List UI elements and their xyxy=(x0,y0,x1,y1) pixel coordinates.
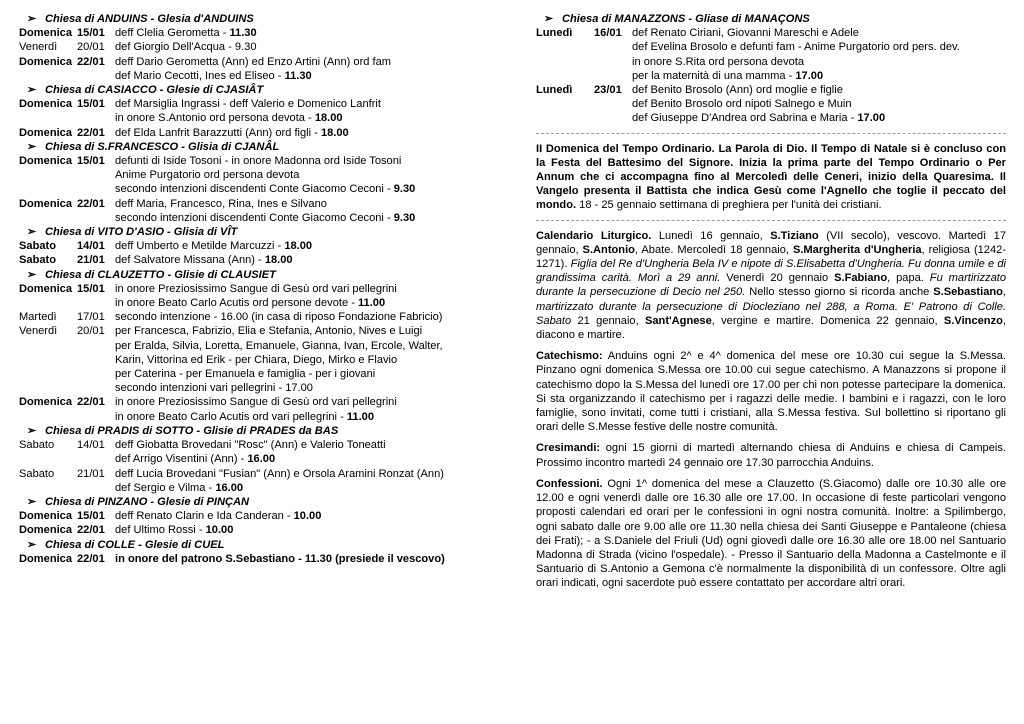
entry-day: Domenica xyxy=(19,155,73,168)
mass-entry xyxy=(19,69,489,83)
entry-day xyxy=(19,367,77,381)
arrow-right-icon: ➢ xyxy=(27,538,37,551)
church-name: Chiesa di CASIACCO - Glesie di CJASIÂT xyxy=(45,84,264,97)
mass-entry xyxy=(19,523,489,537)
entry-text: deff Clelia Gerometta - 11.30 xyxy=(115,27,257,40)
entry-date: 21/01 xyxy=(77,467,105,480)
mass-entry xyxy=(19,410,489,424)
entry-day: Sabato xyxy=(19,439,55,452)
church-name: Chiesa di CLAUZETTO - Glisie di CLAUSIET xyxy=(45,268,276,281)
arrow-right-icon: ➢ xyxy=(27,13,37,25)
entry-day xyxy=(536,97,594,111)
mass-entry xyxy=(19,381,489,395)
mass-entry xyxy=(536,97,1006,111)
entry-day xyxy=(19,381,77,395)
mass-entry xyxy=(19,239,489,253)
entry-date: 17/01 xyxy=(77,311,105,324)
arrow-right-icon: ➢ xyxy=(27,140,37,153)
entry-text: per Eralda, Silvia, Loretta, Emanuele, Gianna, Ivan, Ercole, Walter, xyxy=(115,339,443,352)
church-heading xyxy=(19,140,489,154)
entry-day: Sabato xyxy=(19,467,55,480)
catechismo-paragraph: Catechismo: Anduins ogni 2^ e 4^ domenica del mese ore 10.30 cui segue la S.Messa. Pinzano ogni domenica S.Messa ore 10.00 cui segue catechismo. A Manazzons si propone il catechismo dopo la S.Messa del lunedì ore 17.00 per chi non potesse partecipare la domenica. Si sta organizzando il catechismo per i ragazzi delle medie. I bambini e i ragazzi, con le loro famiglie, sono invitati, come tutti i cristiani, alla S.Messa festiva. Sul bollettino si riportano gli orari delle S.Messe festive delle nostre comunità. xyxy=(536,350,1006,434)
mass-entry xyxy=(536,111,1006,125)
entry-date xyxy=(77,452,115,466)
entry-text: def Renato Ciriani, Giovanni Mareschi e Adele xyxy=(632,27,859,40)
entry-text: per la maternità di una mamma - 17.00 xyxy=(632,69,824,82)
calendario-paragraph: Calendario Liturgico. Lunedì 16 gennaio, S.Tiziano (VII secolo), vescovo. Martedì 17 gennaio, S.Antonio, Abate. Mercoledì 18 gennaio, S.Margherita d'Ungheria, religiosa (1242-1271). Figlia del Re d'Ungheria Bela IV e nipote di S.Elisabetta d'Ungheria. Fu donna umile e di grandissima carità. Morì a 29 anni. Venerdì 20 gennaio S.Fabiano, papa. Fu martirizzato durante la persecuzione di Decio nel 250. Nello stesso giorno si ricorda anche S.Sebastiano, martirizzato durante la persecuzione di Diocleziano nel 288, a Roma. E' Patrono di Colle. Sabato 21 gennaio, Sant'Agnese, vergine e martire. Domenica 22 gennaio, S.Vincenzo, diacono e martire. xyxy=(536,229,1007,342)
entry-day: Domenica xyxy=(19,396,73,409)
entry-text: in onore Beato Carlo Acutis ord persone devote - 11.00 xyxy=(115,297,386,310)
entry-date: 15/01 xyxy=(77,98,105,111)
entry-text: def Mario Cecotti, Ines ed Eliseo - 11.30 xyxy=(115,69,312,82)
intro-paragraph: II Domenica del Tempo Ordinario. La Parola di Dio. Il Tempo di Natale si è concluso con la Festa del Battesimo del Signore. Inizia la prima parte del Tempo Ordinario o Per Annum che ci accompagna fino al Mercoledì delle Ceneri, inizio della Quaresima. Il Vangelo presenta il Battista che indica Gesù come l'Agnello che toglie il peccato del mondo. 18 - 25 gennaio settimana di preghiera per l'unità dei cristiani. xyxy=(536,142,1006,212)
entry-date xyxy=(77,410,115,424)
church-name: Chiesa di S.FRANCESCO - Glisia di CJANÂL xyxy=(45,140,280,153)
entry-text: deff Renato Clarin e Ida Canderan - 10.00 xyxy=(115,510,322,523)
entry-day xyxy=(19,69,77,83)
mass-entry xyxy=(19,55,489,69)
entry-date xyxy=(77,211,115,225)
entry-date: 22/01 xyxy=(77,55,105,68)
church-heading: ➢ Chiesa di MANAZZONS - Gliase di MANAÇONS xyxy=(544,13,810,25)
entry-date: 23/01 xyxy=(594,84,622,97)
dashed-divider xyxy=(536,133,1006,134)
mass-entry xyxy=(19,126,489,140)
arrow-right-icon: ➢ xyxy=(27,84,37,97)
church-section xyxy=(19,140,489,225)
entry-day: Domenica xyxy=(19,197,73,210)
church-section xyxy=(19,83,489,140)
entry-text: in onore Preziosissimo Sangue di Gesù ord vari pellegrini xyxy=(115,282,397,295)
entry-date: 16/01 xyxy=(594,27,622,40)
entry-day xyxy=(19,296,77,310)
entry-date: 20/01 xyxy=(77,325,105,338)
entry-date: 15/01 xyxy=(77,27,105,40)
arrow-right-icon: ➢ xyxy=(27,495,37,508)
entry-text: def Giorgio Dell'Acqua - 9.30 xyxy=(115,41,257,54)
mass-entry xyxy=(19,26,489,40)
entry-day xyxy=(19,339,77,353)
church-name: Chiesa di VITO D'ASIO - Glisia di VÎT xyxy=(45,226,238,239)
church-section xyxy=(19,495,489,538)
mass-entry xyxy=(19,197,489,211)
mass-entry xyxy=(19,168,489,182)
entry-day: Domenica xyxy=(19,524,73,537)
entry-day xyxy=(19,353,77,367)
arrow-right-icon: ➢ xyxy=(27,268,37,281)
entry-date: 15/01 xyxy=(77,282,105,295)
mass-entry xyxy=(19,324,489,338)
church-name: Chiesa di PINZANO - Glesie di PINÇAN xyxy=(45,495,250,508)
mass-entry xyxy=(536,55,1006,69)
entry-date: 22/01 xyxy=(77,396,105,409)
entry-date xyxy=(77,168,115,182)
entry-day: Domenica xyxy=(19,98,73,111)
arrow-right-icon: ➢ xyxy=(27,226,37,239)
entry-date xyxy=(594,97,632,111)
mass-entry xyxy=(536,26,1006,40)
mass-entry xyxy=(19,395,489,409)
entry-day: Sabato xyxy=(19,240,56,253)
mass-entry xyxy=(19,481,489,495)
entry-day xyxy=(19,168,77,182)
entry-text: defunti di Iside Tosoni - in onore Madonna ord Iside Tosoni xyxy=(115,155,402,168)
mass-entry xyxy=(19,339,489,353)
right-column xyxy=(536,12,1006,598)
entry-date xyxy=(594,111,632,125)
entry-text: def Evelina Brosolo e defunti fam - Anime Purgatorio ord pers. dev. xyxy=(632,41,960,54)
entry-day: Domenica xyxy=(19,552,73,565)
church-heading xyxy=(19,495,489,509)
entry-date xyxy=(77,353,115,367)
entry-text: def Ultimo Rossi - 10.00 xyxy=(115,524,234,537)
entry-text: in onore S.Antonio ord persona devota - 18.00 xyxy=(115,112,343,125)
entry-text: def Giuseppe D'Andrea ord Sabrina e Maria - 17.00 xyxy=(632,112,886,125)
entry-date: 14/01 xyxy=(77,240,105,253)
church-section xyxy=(19,538,489,566)
mass-entry xyxy=(19,296,489,310)
entry-day xyxy=(19,111,77,125)
manazzons-section xyxy=(536,12,1006,126)
mass-entry xyxy=(19,310,489,324)
entry-date xyxy=(594,40,632,54)
entry-text: in onore Beato Carlo Acutis ord vari pellegrini - 11.00 xyxy=(115,410,375,423)
mass-entry xyxy=(19,253,489,267)
entry-text: def Benito Brosolo (Ann) ord moglie e figlie xyxy=(632,84,843,97)
entry-date xyxy=(77,182,115,196)
entry-date xyxy=(77,339,115,353)
entry-text: secondo intenzioni discendenti Conte Giacomo Ceconi - 9.30 xyxy=(115,183,416,196)
entry-date xyxy=(77,367,115,381)
entry-date: 22/01 xyxy=(77,197,105,210)
entry-text: deff Dario Gerometta (Ann) ed Enzo Artini (Ann) ord fam xyxy=(115,55,392,68)
entry-text: secondo intenzioni discendenti Conte Giacomo Ceconi - 9.30 xyxy=(115,211,416,224)
mass-entry xyxy=(19,452,489,466)
entry-text: def Arrigo Visentini (Ann) - 16.00 xyxy=(115,453,276,466)
entry-day xyxy=(19,452,77,466)
entry-date: 20/01 xyxy=(77,41,105,54)
entry-text: deff Umberto e Metilde Marcuzzi - 18.00 xyxy=(115,240,313,253)
mass-entry xyxy=(19,211,489,225)
church-heading xyxy=(19,12,489,26)
church-section xyxy=(19,268,489,424)
entry-date: 15/01 xyxy=(77,155,105,168)
mass-entry xyxy=(19,552,489,566)
entry-date: 22/01 xyxy=(77,552,105,565)
mass-entry xyxy=(19,111,489,125)
mass-entry xyxy=(19,467,489,481)
mass-entry xyxy=(19,353,489,367)
church-heading xyxy=(19,538,489,552)
entry-date: 21/01 xyxy=(77,254,105,267)
mass-entry xyxy=(19,97,489,111)
entry-text: per Francesca, Fabrizio, Elia e Stefania, Antonio, Nives e Luigi xyxy=(115,325,423,338)
dashed-divider xyxy=(536,220,1006,221)
arrow-right-icon: ➢ xyxy=(27,424,37,437)
mass-entry xyxy=(19,154,489,168)
entry-text: def Sergio e Vilma - 16.00 xyxy=(115,481,244,494)
entry-day: Domenica xyxy=(19,55,73,68)
mass-entry xyxy=(19,182,489,196)
entry-day xyxy=(19,410,77,424)
entry-day: Venerdì xyxy=(19,325,58,338)
church-heading xyxy=(19,268,489,282)
entry-date xyxy=(77,381,115,395)
entry-day: Venerdì xyxy=(19,41,58,54)
entry-date xyxy=(77,69,115,83)
entry-text: in onore S.Rita ord persona devota xyxy=(632,55,805,68)
entry-text: def Elda Lanfrit Barazzutti (Ann) ord figli - 18.00 xyxy=(115,126,349,139)
entry-text: per Caterina - per Emanuela e famiglia - per i giovani xyxy=(115,368,376,381)
entry-date: 15/01 xyxy=(77,510,105,523)
entry-day xyxy=(19,211,77,225)
entry-date xyxy=(594,69,632,83)
entry-text: Anime Purgatorio ord persona devota xyxy=(115,169,300,182)
entry-day: Domenica xyxy=(19,27,73,40)
mass-entry xyxy=(19,438,489,452)
entry-day: Sabato xyxy=(19,254,56,267)
entry-text: Karin, Vittorina ed Erik - per Chiara, Diego, Mirko e Flavio xyxy=(115,353,398,366)
entry-day: Lunedì xyxy=(536,27,573,40)
church-heading xyxy=(19,225,489,239)
church-name: Chiesa di COLLE - Glesie di CUEL xyxy=(45,538,225,551)
mass-entry xyxy=(19,40,489,54)
mass-entry xyxy=(19,509,489,523)
mass-entry xyxy=(536,83,1006,97)
entry-text: deff Giobatta Brovedani "Rosc" (Ann) e Valerio Toneatti xyxy=(115,439,386,452)
church-section xyxy=(19,12,489,83)
entry-day xyxy=(536,111,594,125)
entry-day: Martedì xyxy=(19,311,57,324)
mass-list xyxy=(536,26,1006,125)
entry-date: 14/01 xyxy=(77,439,105,452)
entry-date xyxy=(77,111,115,125)
church-name: Chiesa di PRADIS di SOTTO - Glisie di PRADES da BAS xyxy=(45,424,339,437)
entry-text: in onore del patrono S.Sebastiano - 11.30 (presiede il vescovo) xyxy=(115,552,445,565)
entry-day xyxy=(536,55,594,69)
church-heading xyxy=(19,83,489,97)
entry-day: Domenica xyxy=(19,282,73,295)
arrow-right-icon: ➢ xyxy=(544,13,554,25)
entry-date xyxy=(594,55,632,69)
mass-entry xyxy=(536,69,1006,83)
entry-day xyxy=(536,69,594,83)
entry-text: secondo intenzioni vari pellegrini - 17.00 xyxy=(115,382,313,395)
mass-entry xyxy=(19,367,489,381)
confessioni-paragraph: Confessioni. Ogni 1^ domenica del mese a Clauzetto (S.Giacomo) dalle ore 10.30 alle ore 12.00 e ogni venerdì dalle ore 16.30 alle ore 17.00. In occasione di feste particolari vengono proposti calendari ed orari per le confessioni in ogni nostra comunità. Inoltre: a Spilimbergo, ogni sabato dalle ore 9.00 alle ore 11.30 nella chiesa dei Santi Giuseppe e Pantaleone (chiesa dei Frati); - a S.Daniele del Friuli (Ud) ogni giovedì dalle ore 16.30 alle ore 18.00 nel Santuario Madonna di Strada (vicino l'ospedale). - Presso il Santuario della Madonna a Castelmonte e il Santuario di S.Antonio a Gemona c'è normalmente la disponibilità di un confessore. Oltre agli orari indicati, ogni sacerdote può essere contattato per accordare altri orari. xyxy=(536,477,1006,590)
entry-day xyxy=(19,481,77,495)
entry-day xyxy=(19,182,77,196)
entry-day xyxy=(536,40,594,54)
entry-day: Domenica xyxy=(19,126,73,139)
church-section xyxy=(19,225,489,268)
entry-text: secondo intenzione - 16.00 (in casa di riposo Fondazione Fabricio) xyxy=(115,311,443,324)
mass-entry xyxy=(19,282,489,296)
entry-text: in onore Preziosissimo Sangue di Gesù ord vari pellegrini xyxy=(115,396,397,409)
entry-date xyxy=(77,481,115,495)
entry-text: deff Lucia Brovedani "Fusian" (Ann) e Orsola Aramini Ronzat (Ann) xyxy=(115,467,444,480)
entry-day: Domenica xyxy=(19,510,73,523)
cresimandi-paragraph: Cresimandi: ogni 15 giorni di martedì alternando chiesa di Anduins e chiesa di Campeis. Prossimo incontro martedì 24 gennaio ore 17.30 parrocchia Anduins. xyxy=(536,442,1006,469)
entry-text: deff Maria, Francesco, Rina, Ines e Silvano xyxy=(115,197,327,210)
entry-date: 22/01 xyxy=(77,126,105,139)
church-name: Chiesa di ANDUINS - Glesia d'ANDUINS xyxy=(45,13,254,25)
entry-text: def Benito Brosolo ord nipoti Salnego e Muin xyxy=(632,98,852,111)
left-column xyxy=(19,12,489,566)
entry-date: 22/01 xyxy=(77,524,105,537)
church-heading xyxy=(19,424,489,438)
entry-date xyxy=(77,296,115,310)
entry-text: def Marsiglia Ingrassi - deff Valerio e Domenico Lanfrit xyxy=(115,98,381,111)
church-section xyxy=(19,424,489,495)
entry-text: def Salvatore Missana (Ann) - 18.00 xyxy=(115,254,293,267)
entry-day: Lunedì xyxy=(536,84,573,97)
mass-entry xyxy=(536,40,1006,54)
